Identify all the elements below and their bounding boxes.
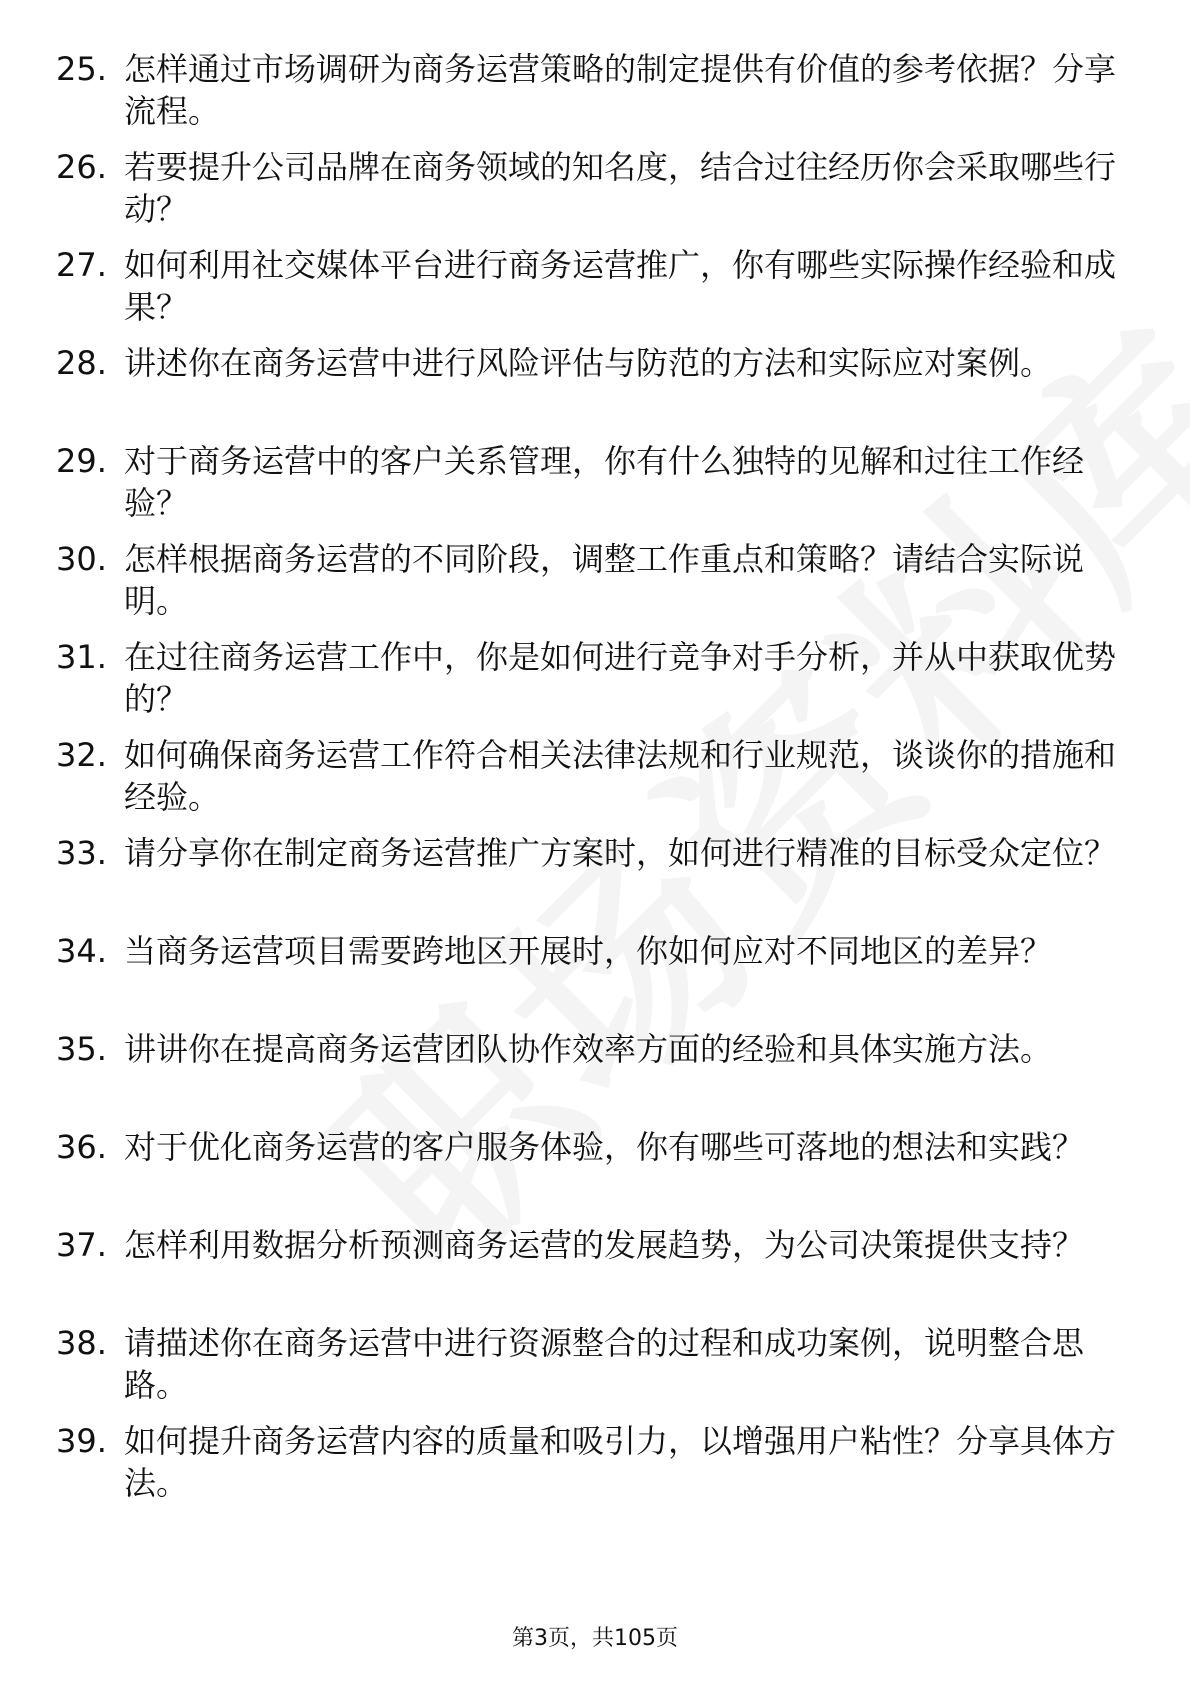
- question-number: 33.: [56, 834, 107, 872]
- question-number: 35.: [56, 1030, 107, 1068]
- question-text: 讲述你在商务运营中进行风险评估与防范的方法和实际应对案例。: [124, 344, 1053, 382]
- question-text: 如何利用社交媒体平台进行商务运营推广，你有哪些实际操作经验和成果？: [124, 246, 1117, 326]
- question-number: 27.: [56, 246, 107, 284]
- question-number: 29.: [56, 442, 107, 480]
- question-number: 32.: [56, 736, 107, 774]
- question-item: [56, 146, 1116, 244]
- question-item: [56, 1126, 1116, 1224]
- question-text: 怎样通过市场调研为商务运营策略的制定提供有价值的参考依据？分享流程。: [124, 50, 1117, 130]
- question-text: 当商务运营项目需要跨地区开展时，你如何应对不同地区的差异？: [124, 932, 1053, 970]
- question-list: [56, 48, 1116, 1518]
- question-number: 31.: [56, 638, 107, 676]
- question-number: 37.: [56, 1226, 107, 1264]
- question-text: 讲讲你在提高商务运营团队协作效率方面的经验和具体实施方法。: [124, 1030, 1053, 1068]
- page-footer: 第3页，共105页: [512, 1626, 678, 1651]
- question-item: [56, 1224, 1116, 1322]
- question-item: [56, 636, 1116, 734]
- question-item: [56, 832, 1116, 930]
- question-text: 请描述你在商务运营中进行资源整合的过程和成功案例，说明整合思路。: [124, 1324, 1085, 1404]
- question-text: 如何提升商务运营内容的质量和吸引力，以增强用户粘性？分享具体方法。: [124, 1422, 1117, 1502]
- question-number: 25.: [56, 50, 107, 88]
- question-number: 39.: [56, 1422, 107, 1460]
- question-item: [56, 48, 1116, 146]
- question-number: 28.: [56, 344, 107, 382]
- question-text: 对于优化商务运营的客户服务体验，你有哪些可落地的想法和实践？: [124, 1128, 1085, 1166]
- question-text: 怎样利用数据分析预测商务运营的发展趋势，为公司决策提供支持？: [124, 1226, 1085, 1264]
- question-number: 34.: [56, 932, 107, 970]
- question-text: 如何确保商务运营工作符合相关法律法规和行业规范，谈谈你的措施和经验。: [124, 736, 1117, 816]
- question-item: [56, 1322, 1116, 1420]
- question-text: 若要提升公司品牌在商务领域的知名度，结合过往经历你会采取哪些行动？: [124, 148, 1117, 228]
- question-item: [56, 930, 1116, 1028]
- question-item: [56, 1028, 1116, 1126]
- question-text: 怎样根据商务运营的不同阶段，调整工作重点和策略？请结合实际说明。: [124, 540, 1085, 620]
- question-text: 请分享你在制定商务运营推广方案时，如何进行精准的目标受众定位？: [124, 834, 1117, 872]
- question-item: [56, 342, 1116, 440]
- question-item: [56, 244, 1116, 342]
- question-text: 在过往商务运营工作中，你是如何进行竞争对手分析，并从中获取优势的？: [124, 638, 1117, 718]
- question-item: [56, 440, 1116, 538]
- question-number: 30.: [56, 540, 107, 578]
- question-number: 36.: [56, 1128, 107, 1166]
- question-item: [56, 734, 1116, 832]
- question-number: 38.: [56, 1324, 107, 1362]
- question-number: 26.: [56, 148, 107, 186]
- question-item: [56, 538, 1116, 636]
- question-text: 对于商务运营中的客户关系管理，你有什么独特的见解和过往工作经验？: [124, 442, 1085, 522]
- question-item: [56, 1420, 1116, 1518]
